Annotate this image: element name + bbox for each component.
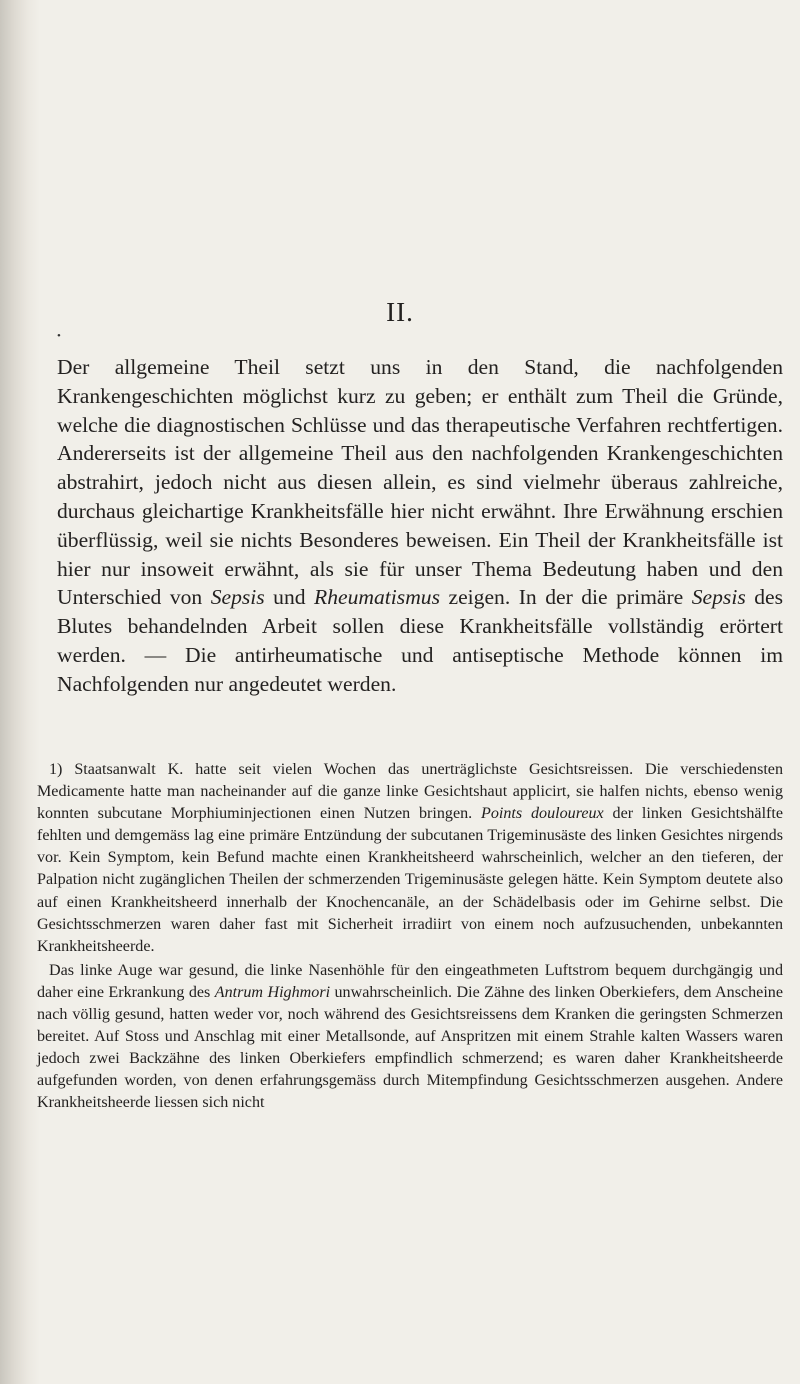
footnote-text: 1) Staatsanwalt K. hatte seit vielen Wochen das unerträglichste Gesichtsreissen. Die verschiedensten Medicamente hatte man nacheinander auf die ganze linke Gesichtshaut applicirt, sie halfen nichts, ebenso wenig konnten subcutane Morphiuminjectionen einen Nutzen bringen. xyxy=(37,761,783,823)
page-edge-shadow xyxy=(0,0,40,1384)
main-text-part: Der allgemeine Theil setzt uns in den Stand, die nachfolgenden Krankengeschichten möglichst kurz zu geben; er enthält zum Theil die Gründe, welche die diagnostischen Schlüsse und das therapeutische Verfahren rechtfertigen. Andererseits ist der allgemeine Theil aus den nachfolgenden Krankengeschichten abstrahirt, jedoch nicht aus diesen allein, es sind vielmehr überaus zahlreiche, durchaus gleichartige Krankheitsfälle hier nicht erwähnt. Ihre Erwähnung erschien überflüssig, weil sie nichts Besonderes beweisen. Ein Theil der Krankheitsfälle ist hier nur insoweit erwähnt, als sie für unser Thema Bedeutung haben und den Unterschied von xyxy=(57,355,783,610)
main-text xyxy=(57,353,783,699)
main-text-italic: Sepsis xyxy=(691,585,746,610)
footnote-italic: Points douloureux xyxy=(481,805,604,823)
main-text-italic: Rheumatismus xyxy=(314,585,441,610)
main-text-italic: Sepsis xyxy=(210,585,265,610)
footnote-italic: Antrum Highmori xyxy=(214,983,331,1001)
footnote-paragraph-1 xyxy=(37,759,783,958)
main-paragraph xyxy=(57,353,783,699)
footnote-text: unwahrscheinlich. Die Zähne des linken Oberkiefers, dem Anscheine nach völlig gesund, hatten weder vor, noch während des Gesichtsreissens dem Kranken die geringsten Schmerzen bereitet. Auf Stoss und Anschlag mit einer Metallsonde, auf Anspritzen mit einem Strahle kalten Wassers waren jedoch zwei Backzähne des linken Oberkiefers empfindlich schmerzend; es waren daher Krankheitsheerde aufgefunden worden, von denen erfahrungsgemäss durch Mitempfindung Gesichtsschmerzen ausgehen. Andere Krankheitsheerde liessen sich nicht xyxy=(37,983,783,1112)
footnote-text: der linken Gesichtshälfte fehlten und demgemäss lag eine primäre Entzündung der subcutanen Trigeminusäste des linken Gesichtes nirgends vor. Kein Symptom, kein Befund machte einen Krankheitsheerd wahrscheinlich, welcher an den tieferen, der Palpation nicht zugänglichen Theilen der schmerzenden Trigeminusäste gelegen hätte. Kein Symptom deutete also auf einen Krankheitsheerd innerhalb der Knochencanäle, an der Schädelbasis oder im Gehirne selbst. Die Gesichtsschmerzen waren daher fast mit Sicherheit irradiirt von einem noch aufzusuchenden, unbekannten Krankheitsheerde. xyxy=(37,805,784,955)
footnote-text: Das linke Auge war gesund, die linke Nasenhöhle für den eingeathmeten Luftstrom bequem durchgängig und daher eine Erkrankung des xyxy=(37,961,783,1001)
chapter-number: II. xyxy=(386,297,414,327)
footnote xyxy=(37,759,783,1115)
main-text-part: und xyxy=(264,585,315,610)
main-text-part: zeigen. In der die primäre xyxy=(440,585,692,610)
print-mark: • xyxy=(57,330,61,342)
main-text-part: des Blutes behandelnden Arbeit sollen diese Krankheitsfälle vollständig erörtert werden. — Die antirheumatische und antiseptische Methode können im Nachfolgenden nur angedeutet werden. xyxy=(57,585,784,696)
footnote-paragraph-2 xyxy=(37,960,783,1115)
